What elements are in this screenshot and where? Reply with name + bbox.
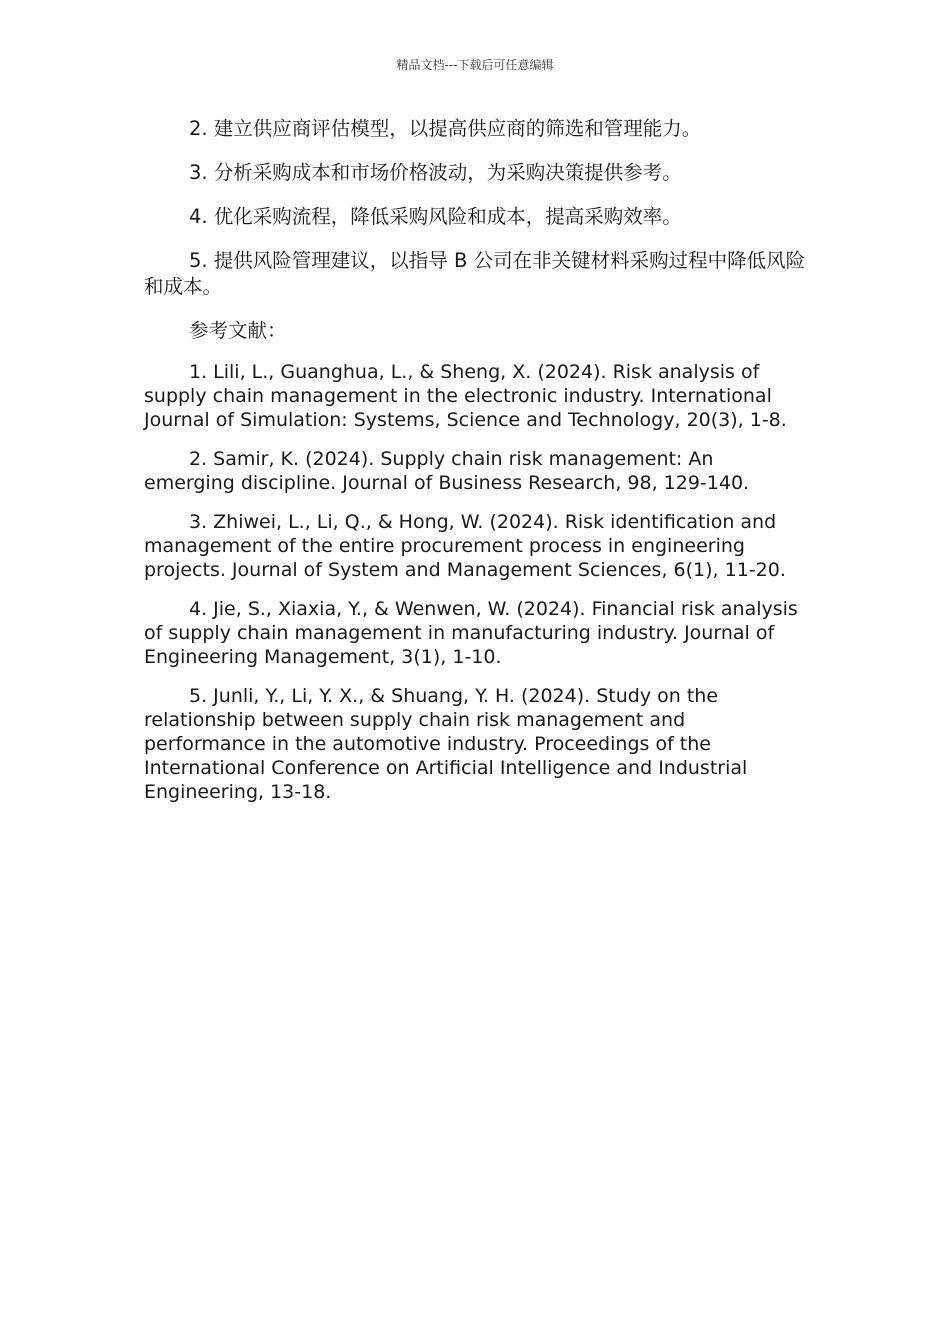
list-item: 2. 建立供应商评估模型，以提高供应商的筛选和管理能力。: [189, 117, 702, 140]
reference-item: 4. Jie, S., Xiaxia, Y., & Wenwen, W. (2024). Financial risk analysis of supply chain management in manufacturing industry. Journal of Engineering Management, 3(1), 1-10.: [144, 598, 798, 668]
document-body: [144, 116, 806, 819]
reference-item: 2. Samir, K. (2024). Supply chain risk management: An emerging discipline. Journal of Business Research, 98, 129-140.: [144, 448, 750, 494]
page-header: 精品文档---下载后可任意编辑: [396, 58, 554, 72]
list-item: 5. 提供风险管理建议，以指导 B 公司在非关键材料采购过程中降低风险和成本。: [144, 249, 806, 298]
references-heading: 参考文献：: [189, 319, 287, 342]
list-item: 4. 优化采购流程，降低采购风险和成本，提高采购效率。: [189, 205, 682, 228]
reference-item: 1. Lili, L., Guanghua, L., & Sheng, X. (2024). Risk analysis of supply chain management in the electronic industry. International Journal of Simulation: Systems, Science and Technology, 20(3), 1-8.: [144, 361, 787, 431]
reference-item: 3. Zhiwei, L., Li, Q., & Hong, W. (2024). Risk identification and management of the entire procurement process in engineering projects. Journal of System and Management Sciences, 6(1), 11-20.: [144, 511, 786, 581]
reference-item: 5. Junli, Y., Li, Y. X., & Shuang, Y. H. (2024). Study on the relationship between supply chain risk management and performance in the automotive industry. Proceedings of the International Conference on Artificial Intelligence and Industrial Engineering, 13-18.: [144, 685, 748, 803]
list-item: 3. 分析采购成本和市场价格波动，为采购决策提供参考。: [189, 161, 682, 184]
